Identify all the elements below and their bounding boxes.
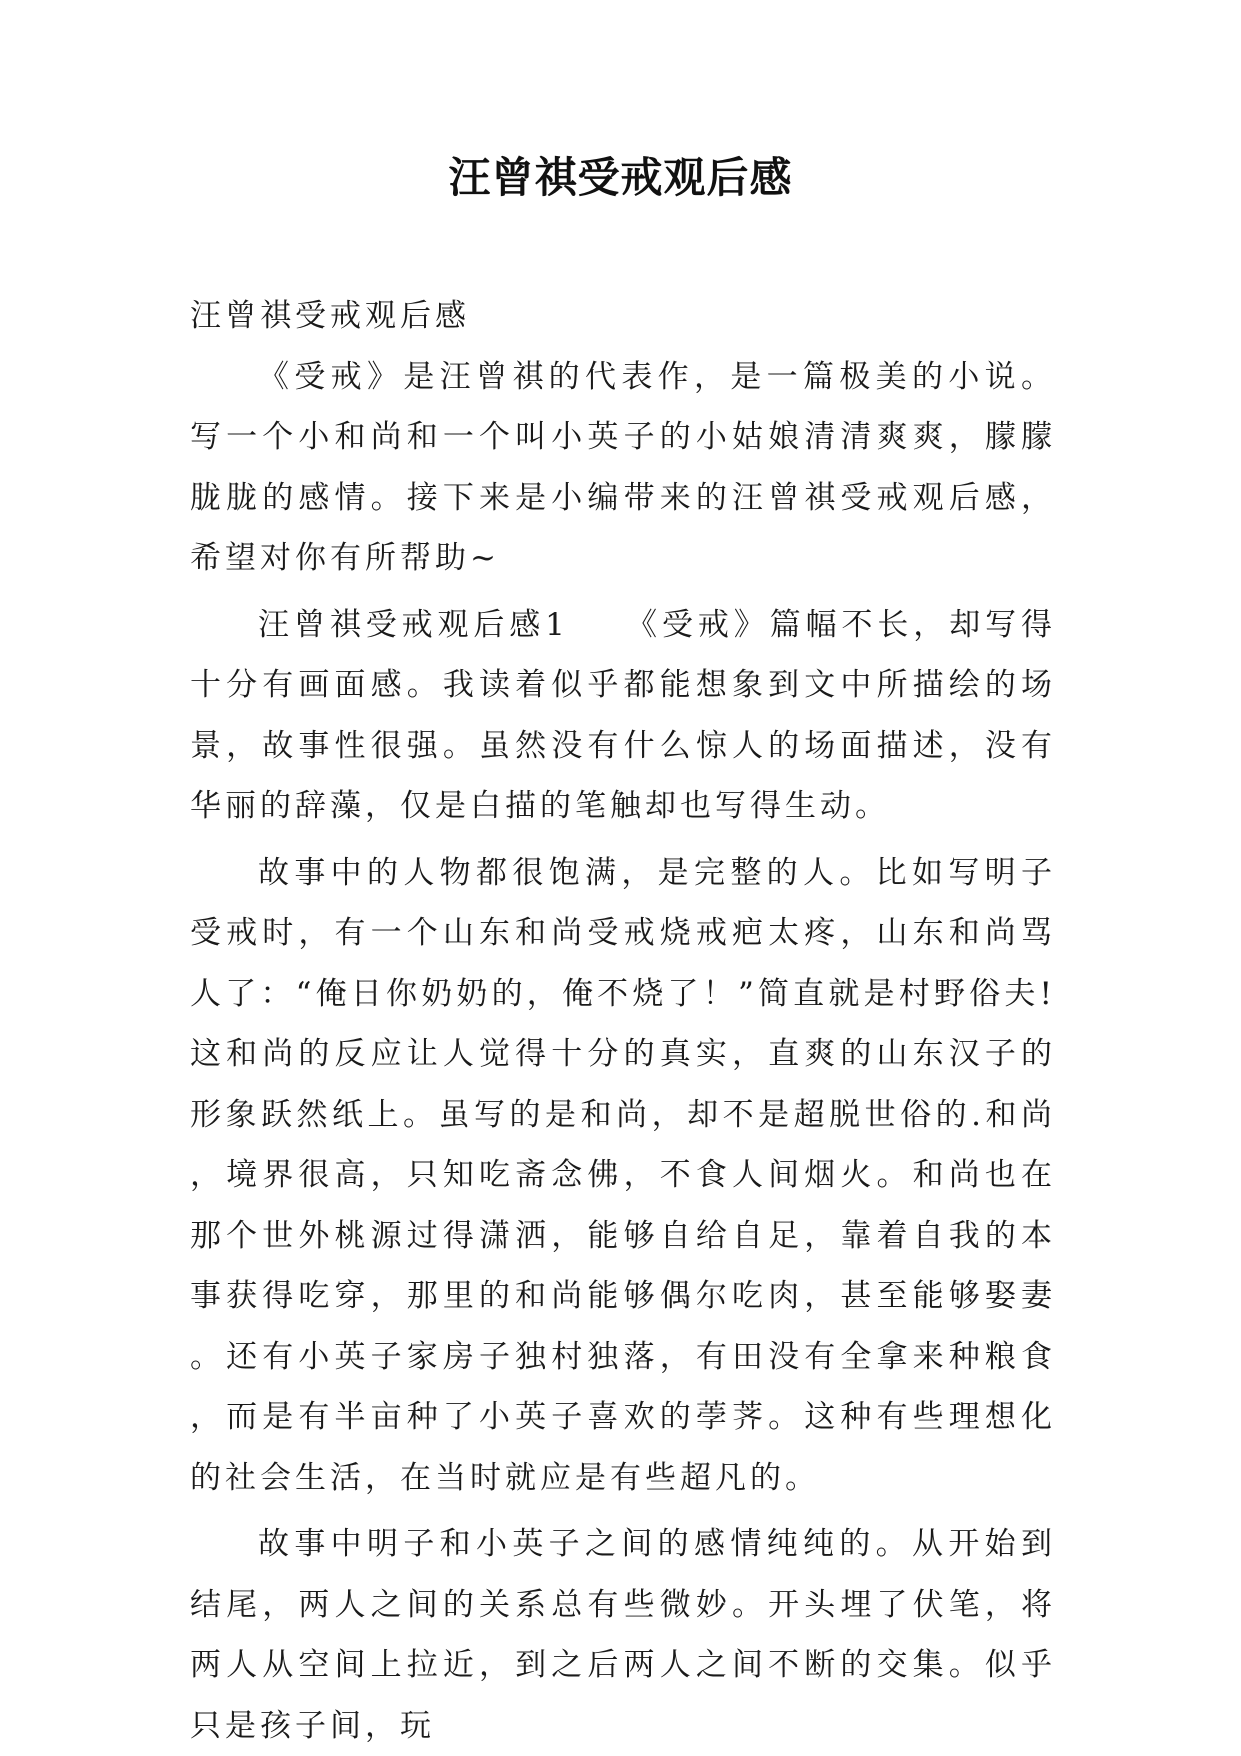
paragraph-characters: 故事中的人物都很饱满，是完整的人。比如写明子受戒时，有一个山东和尚受戒烧戒疤太疼，山东和尚骂人了：“俺日你奶奶的，俺不烧了！”简直就是村野俗夫!这和尚的反应让人觉得十分的真实，直爽的山东汉子的形象跃然纸上。虽写的是和尚，却不是超脱世俗的.和尚，境界很高，只知吃斋念佛，不食人间烟火。和尚也在那个世外桃源过得潇洒，能够自给自足，靠着自我的本事获得吃穿，那里的和尚能够偶尔吃肉，甚至能够娶妻。还有小英子家房子独村独落，有田没有全拿来种粮食，而是有半亩种了小英子喜欢的荸荠。这种有些理想化的社会生活，在当时就应是有些超凡的。	[190, 854, 1056, 1496]
document-body	[190, 286, 1056, 1756]
paragraph-relationship: 故事中明子和小英子之间的感情纯纯的。从开始到结尾，两人之间的关系总有些微妙。开头埋了伏笔，将两人从空间上拉近，到之后两人之间不断的交集。似乎只是孩子间，玩	[190, 1526, 1056, 1744]
paragraph-review-1: 汪曾祺受戒观后感1 《受戒》篇幅不长，却写得十分有画面感。我读着似乎都能想象到文中所描绘的场景，故事性很强。虽然没有什么惊人的场面描述，没有华丽的辞藻，仅是白描的笔触却也写得生动。	[190, 606, 1056, 824]
paragraph-intro: 《受戒》是汪曾祺的代表作，是一篇极美的小说。写一个小和尚和一个叫小英子的小姑娘清清爽爽，朦朦胧胧的感情。接下来是小编带来的汪曾祺受戒观后感，希望对你有所帮助~	[190, 358, 1056, 576]
document-subtitle: 汪曾祺受戒观后感	[190, 298, 470, 334]
document-title: 汪曾祺受戒观后感	[448, 153, 793, 202]
